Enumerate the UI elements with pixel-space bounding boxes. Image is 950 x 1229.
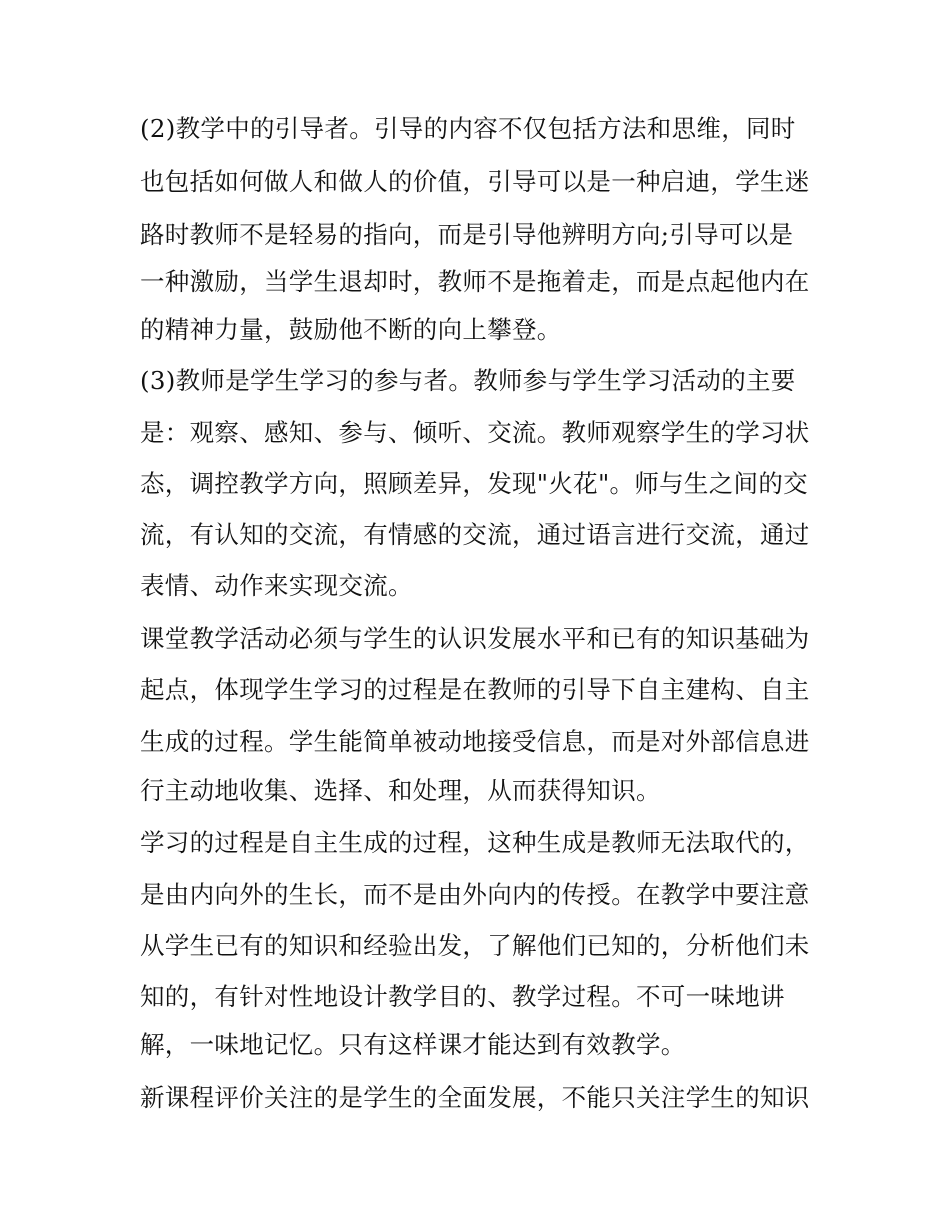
text-line: 流，有认知的交流，有情感的交流，通过语言进行交流，通过 (140, 520, 810, 549)
text-line: 知的，有针对性地设计教学目的、教学过程。不可一味地讲 (140, 982, 785, 1011)
text-line: 一种激励，当学生退却时，教师不是拖着走，而是点起他内在 (140, 267, 810, 296)
text-line: 起点，体现学生学习的过程是在教师的引导下自主建构、自主 (140, 675, 810, 704)
text-line: 态，调控教学方向，照顾差异，发现"火花"。师与生之间的交 (140, 469, 808, 498)
text-line: 也包括如何做人和做人的价值，引导可以是一种启迪，学生迷 (140, 167, 810, 196)
text-line: 是由内向外的生长，而不是由外向内的传授。在教学中要注意 (140, 880, 810, 909)
text-line: 课堂教学活动必须与学生的认识发展水平和已有的知识基础为 (140, 624, 810, 653)
text-line: 行主动地收集、选择、和处理，从而获得知识。 (140, 776, 661, 805)
text-line: 从学生已有的知识和经验出发，了解他们已知的，分析他们未 (140, 931, 810, 960)
text-line: (3)教师是学生学习的参与者。教师参与学生学习活动的主要 (140, 366, 796, 395)
text-line: (2)教学中的引导者。引导的内容不仅包括方法和思维，同时 (140, 114, 796, 143)
text-line: 新课程评价关注的是学生的全面发展，不能只关注学生的知识 (140, 1083, 810, 1112)
text-line: 学习的过程是自主生成的过程，这种生成是教师无法取代的， (140, 828, 810, 857)
text-line: 表情、动作来实现交流。 (140, 571, 413, 600)
text-line: 的精神力量，鼓励他不断的向上攀登。 (140, 315, 562, 344)
text-line: 解，一味地记忆。只有这样课才能达到有效教学。 (140, 1030, 686, 1059)
text-line: 生成的过程。学生能简单被动地接受信息，而是对外部信息进 (140, 727, 810, 756)
text-line: 是：观察、感知、参与、倾听、交流。教师观察学生的学习状 (140, 418, 810, 447)
text-line: 路时教师不是轻易的指向，而是引导他辨明方向;引导可以是 (140, 220, 794, 249)
